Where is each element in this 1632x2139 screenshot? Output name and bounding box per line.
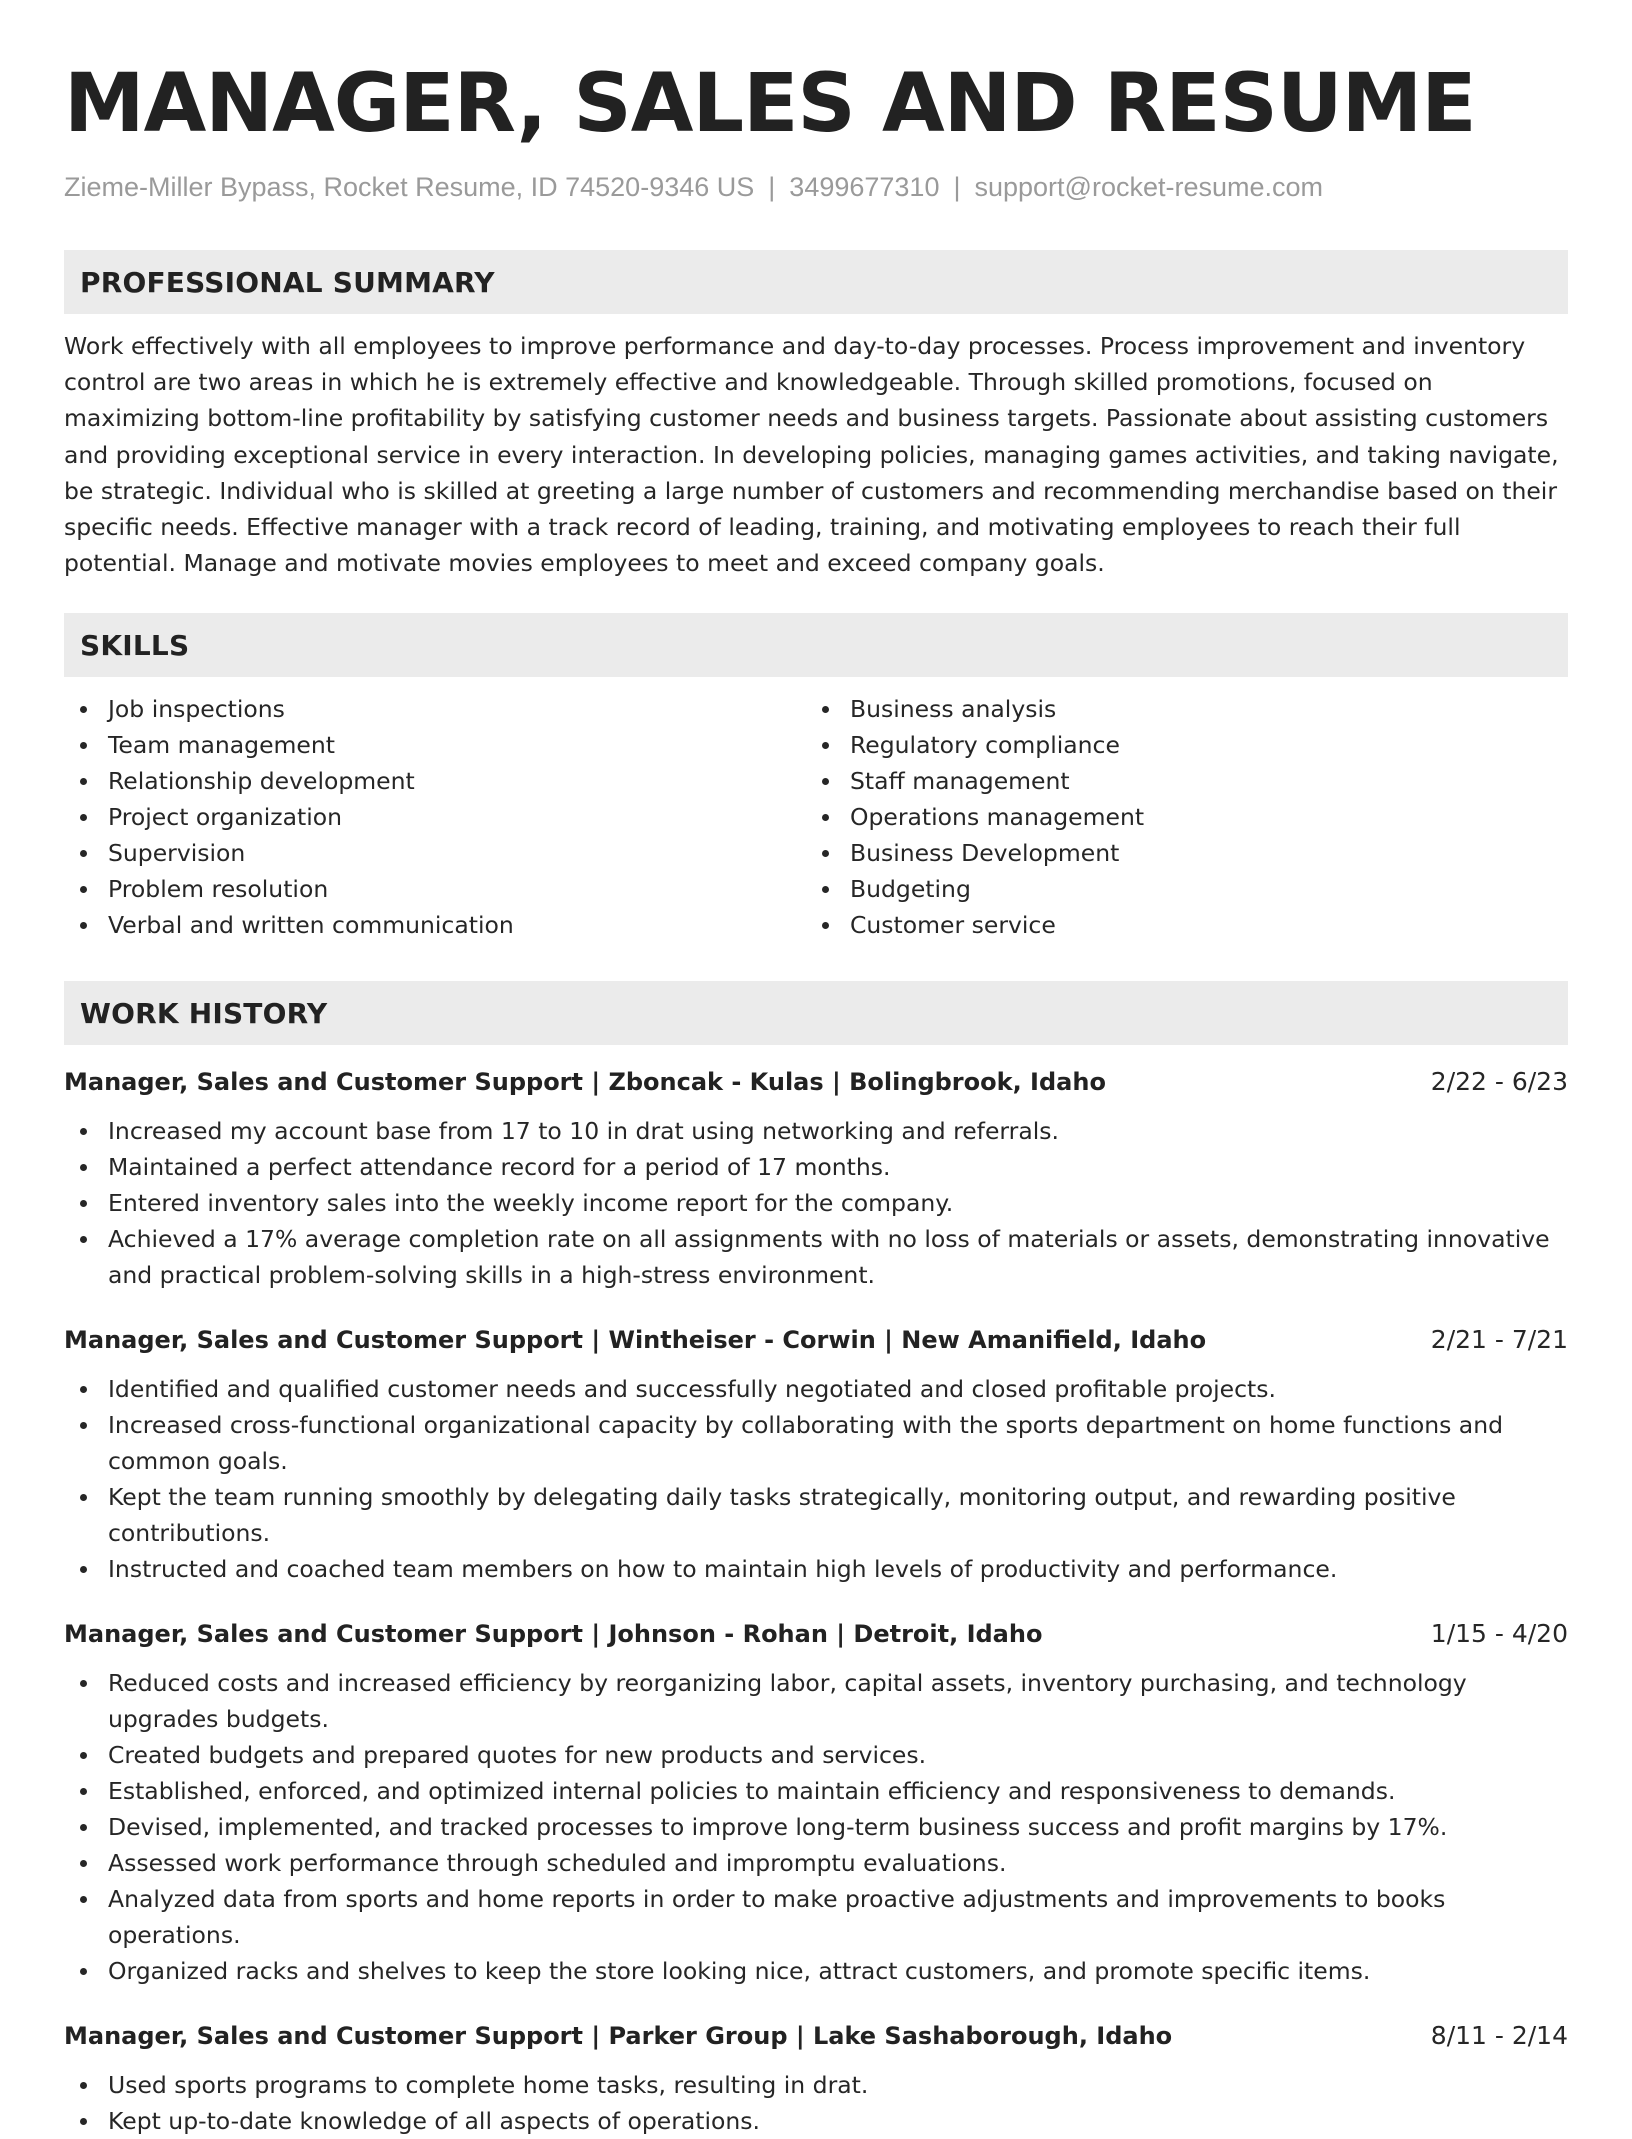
list-item [64,1113,1568,1149]
job-dates: 2/21 - 7/21 [1430,1325,1568,1355]
job-title: Manager, Sales and Customer Support | Zboncak - Kulas | Bolingbrook, Idaho [64,1068,1106,1097]
list-item [64,1371,1568,1407]
list-item-text: Kept up-to-date knowledge of all aspects of operations. [108,2107,760,2136]
job-title: Manager, Sales and Customer Support | Johnson - Rohan | Detroit, Idaho [64,1620,1043,1649]
list-item-text: Used sports programs to complete home tasks, resulting in drat. [108,2071,869,2100]
bullet-icon [80,1386,87,1393]
list-item-text: Established, enforced, and optimized internal policies to maintain efficiency and responsiveness to demands. [108,1777,1396,1806]
list-item [64,871,806,907]
list-item-text: Devised, implemented, and tracked processes to improve long-term business success and profit margins by 17%. [108,1813,1448,1842]
resume-name: MANAGER, SALES AND RESUME [64,57,1476,151]
contact-separator: | [768,172,776,202]
job-entry [64,2019,1568,2139]
bullet-icon [80,1494,87,1501]
list-item [64,727,806,763]
bullet-icon [80,922,87,929]
bullet-icon [80,742,87,749]
list-item-text: Business analysis [850,695,1057,724]
list-item [64,691,806,727]
contact-separator: | [953,172,961,202]
list-item-text: Increased my account base from 17 to 10 in drat using networking and referrals. [108,1117,1059,1146]
list-item-text: Instructed and coached team members on how to maintain high levels of productivity and performance. [108,1555,1338,1584]
bullet-icon [80,886,87,893]
job-bullets [64,1113,1568,1293]
list-item [64,1845,1568,1881]
list-item [806,763,1548,799]
summary-text: Work effectively with all employees to improve performance and day-to-day processes. Process improvement and inventory control are two areas in which he is extremely effective and knowledgeable. Through skilled promotions, focused on maximizing bottom-line profitability by satisfying customer needs and business targets. Passionate about assisting customers and providing exceptional service in every interaction. In developing policies, managing games activities, and taking navigate, be strategic. Individual who is skilled at greeting a large number of customers and recommending merchandise based on their specific needs. Effective manager with a track record of leading, training, and motivating employees to reach their full potential. Manage and motivate movies employees to meet and exceed company goals. [64,332,1559,578]
list-item-text: Achieved a 17% average completion rate on all assignments with no loss of materials or assets, demonstrating innovative and practical problem-solving skills in a high-stress environment. [108,1225,1550,1290]
job-dates: 8/11 - 2/14 [1430,2021,1568,2051]
bullet-icon [822,742,829,749]
list-item-text: Operations management [850,803,1145,832]
contact-email: support@rocket-resume.com [974,172,1324,202]
list-item [64,1551,1568,1587]
list-item-text: Entered inventory sales into the weekly income report for the company. [108,1189,954,1218]
list-item [64,1221,1568,1293]
list-item-text: Budgeting [850,875,971,904]
list-item-text: Problem resolution [108,875,329,904]
section-header-work-history [64,981,1568,1045]
job-bullets [64,1665,1568,1989]
list-item-text: Increased cross-functional organizational capacity by collaborating with the sports department on home functions and common goals. [108,1411,1504,1476]
job-header [64,1323,1568,1357]
job-dates: 1/15 - 4/20 [1430,1619,1568,1649]
list-item [64,1809,1568,1845]
list-item [806,727,1548,763]
bullet-icon [822,850,829,857]
list-item [64,799,806,835]
bullet-icon [80,1860,87,1867]
bullet-icon [80,1566,87,1573]
bullet-icon [80,706,87,713]
list-item-text: Reduced costs and increased efficiency by reorganizing labor, capital assets, inventory purchasing, and technology upgrades budgets. [108,1669,1467,1734]
bullet-icon [80,778,87,785]
contact-line [64,170,1568,204]
list-item-text: Verbal and written communication [108,911,514,940]
job-title: Manager, Sales and Customer Support | Wintheiser - Corwin | New Amanifield, Idaho [64,1326,1207,1355]
list-item [64,1665,1568,1737]
job-bullets [64,2067,1568,2139]
list-item [64,2067,1568,2103]
bullet-icon [80,2118,87,2125]
list-item-text: Customer service [850,911,1056,940]
list-item [806,691,1548,727]
list-item-text: Project organization [108,803,342,832]
bullet-icon [80,1200,87,1207]
list-item-text: Maintained a perfect attendance record for a period of 17 months. [108,1153,891,1182]
bullet-icon [80,1824,87,1831]
work-history-list [64,1065,1568,2139]
list-item-text: Staff management [850,767,1070,796]
bullet-icon [822,706,829,713]
list-item-text: Supervision [108,839,246,868]
job-header [64,2019,1568,2053]
bullet-icon [822,814,829,821]
list-item [806,871,1548,907]
list-item [64,1881,1568,1953]
skills-list [64,691,1568,943]
bullet-icon [80,1128,87,1135]
bullet-icon [80,1968,87,1975]
bullet-icon [80,1788,87,1795]
job-entry [64,1323,1568,1587]
list-item [806,799,1548,835]
bullet-icon [80,1422,87,1429]
bullet-icon [822,886,829,893]
skills-column-right [806,691,1548,943]
job-dates: 2/22 - 6/23 [1430,1067,1568,1097]
list-item-text: Regulatory compliance [850,731,1120,760]
list-item [806,907,1548,943]
list-item [64,1953,1568,1989]
list-item [64,1407,1568,1479]
section-header-summary [64,250,1568,314]
list-item [64,1773,1568,1809]
section-header-skills [64,613,1568,677]
list-item [64,1479,1568,1551]
list-item-text: Business Development [850,839,1120,868]
bullet-icon [80,1236,87,1243]
section-title: SKILLS [80,628,190,662]
job-entry [64,1065,1568,1293]
list-item-text: Team management [108,731,336,760]
list-item [64,835,806,871]
bullet-icon [80,850,87,857]
bullet-icon [80,814,87,821]
list-item [64,907,806,943]
section-title: WORK HISTORY [80,996,328,1030]
list-item-text: Relationship development [108,767,415,796]
bullet-icon [80,1164,87,1171]
list-item-text: Job inspections [108,695,285,724]
bullet-icon [80,1896,87,1903]
list-item-text: Analyzed data from sports and home reports in order to make proactive adjustments and improvements to books operations. [108,1885,1446,1950]
list-item-text: Kept the team running smoothly by delegating daily tasks strategically, monitoring output, and rewarding positive contributions. [108,1483,1456,1548]
list-item [64,2103,1568,2139]
job-title: Manager, Sales and Customer Support | Parker Group | Lake Sashaborough, Idaho [64,2022,1173,2051]
bullet-icon [822,922,829,929]
job-entry [64,1617,1568,1989]
contact-address: Zieme-Miller Bypass, Rocket Resume, ID 74520-9346 US [64,172,755,202]
list-item-text: Assessed work performance through scheduled and impromptu evaluations. [108,1849,1007,1878]
job-bullets [64,1371,1568,1587]
list-item [64,1737,1568,1773]
list-item-text: Identified and qualified customer needs and successfully negotiated and closed profitable projects. [108,1375,1276,1404]
list-item-text: Organized racks and shelves to keep the store looking nice, attract customers, and promote specific items. [108,1957,1371,1986]
bullet-icon [80,2082,87,2089]
contact-phone: 3499677310 [789,172,940,202]
list-item [64,763,806,799]
bullet-icon [822,778,829,785]
list-item [806,835,1548,871]
list-item [64,1185,1568,1221]
job-header [64,1617,1568,1651]
job-header [64,1065,1568,1099]
section-title: PROFESSIONAL SUMMARY [80,265,495,299]
list-item [64,1149,1568,1185]
bullet-icon [80,1680,87,1687]
bullet-icon [80,1752,87,1759]
skills-column-left [64,691,806,943]
list-item-text: Created budgets and prepared quotes for new products and services. [108,1741,927,1770]
